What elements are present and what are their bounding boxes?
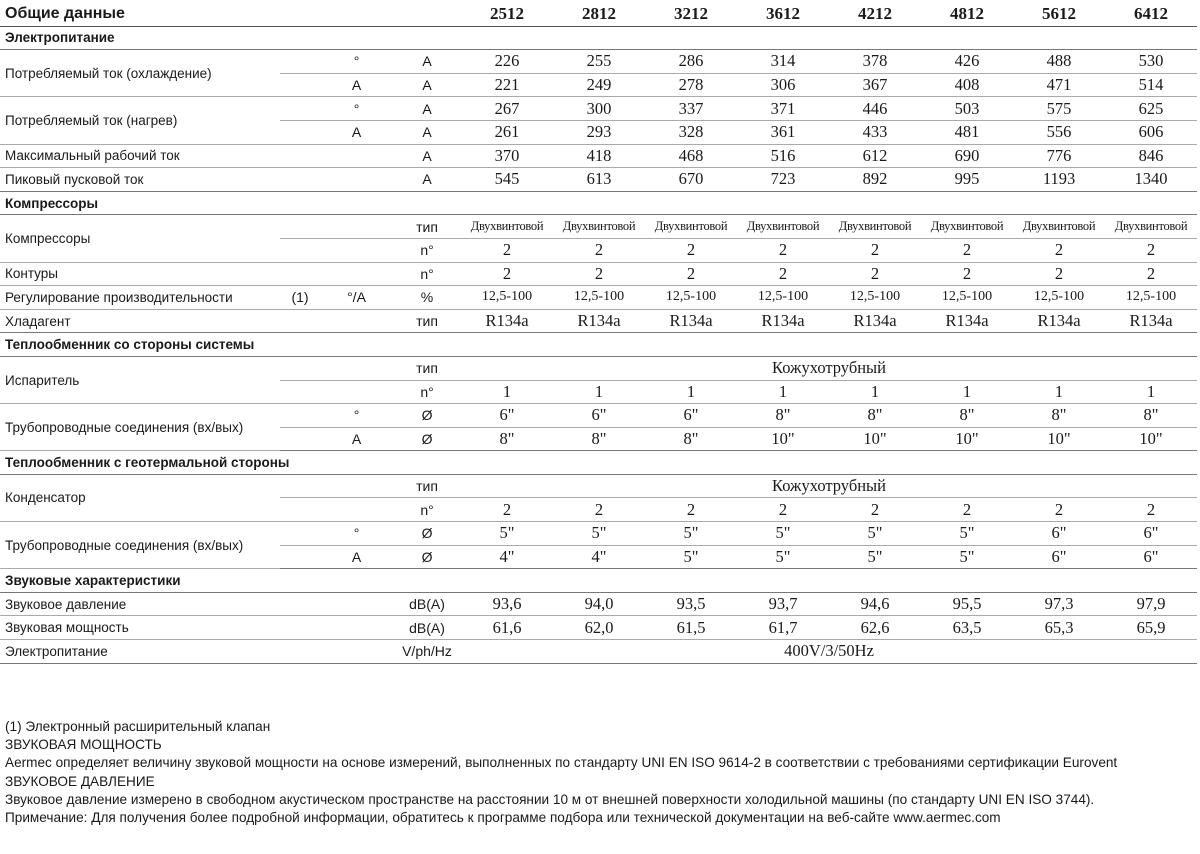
cell-value: 2 xyxy=(921,238,1013,262)
cell-value: 8" xyxy=(1105,404,1197,428)
cell-value: 2 xyxy=(829,238,921,262)
cell-value: 94,6 xyxy=(829,592,921,616)
cell-value: 2 xyxy=(1105,262,1197,286)
cell-value: 261 xyxy=(461,120,553,144)
cell-value: 1 xyxy=(737,380,829,404)
mode-mark: A xyxy=(320,427,393,451)
cell-value: 2 xyxy=(461,238,553,262)
section-title: Теплообменник со стороны системы xyxy=(0,333,1197,357)
cell-value: Двухвинтовой xyxy=(553,215,645,239)
mode-mark: A xyxy=(320,120,393,144)
model-header: 4212 xyxy=(829,3,921,26)
cell-value: 2 xyxy=(645,498,737,522)
section-header xyxy=(0,191,1197,215)
section-title: Звуковые характеристики xyxy=(0,569,1197,593)
row-label: Компрессоры xyxy=(0,215,280,262)
cell-value: 12,5-100 xyxy=(1105,286,1197,310)
section-header xyxy=(0,451,1197,475)
cell-value: 2 xyxy=(829,262,921,286)
cell-value: 2 xyxy=(645,262,737,286)
note-heading: ЗВУКОВОЕ ДАВЛЕНИЕ xyxy=(5,773,155,789)
unit: V/ph/Hz xyxy=(393,640,461,664)
cell-value: 670 xyxy=(645,168,737,192)
section-header xyxy=(0,569,1197,593)
cell-value: 293 xyxy=(553,120,645,144)
table-row xyxy=(0,262,1197,286)
cell-value: 255 xyxy=(553,50,645,74)
cell-value: 2 xyxy=(1013,498,1105,522)
cell-value: 468 xyxy=(645,144,737,168)
cell-value: 5" xyxy=(461,522,553,546)
cell-value: 6" xyxy=(1105,522,1197,546)
cell-value: Двухвинтовой xyxy=(1105,215,1197,239)
row-label: Контуры xyxy=(0,262,280,286)
cell-value: 8" xyxy=(1013,404,1105,428)
cell-value: 10" xyxy=(921,427,1013,451)
unit: Ø xyxy=(393,522,461,546)
section-header xyxy=(0,333,1197,357)
cell-value: 5" xyxy=(645,545,737,569)
unit: Ø xyxy=(393,545,461,569)
cell-value: 408 xyxy=(921,73,1013,97)
cell-value: 12,5-100 xyxy=(921,286,1013,310)
cell-value: R134a xyxy=(829,309,921,333)
cell-value: 488 xyxy=(1013,50,1105,74)
unit: dB(A) xyxy=(393,592,461,616)
cell-value: 328 xyxy=(645,120,737,144)
cell-value: R134a xyxy=(921,309,1013,333)
cell-value: 61,7 xyxy=(737,616,829,640)
cell-value: 2 xyxy=(737,238,829,262)
cell-value: 12,5-100 xyxy=(645,286,737,310)
cell-value: 12,5-100 xyxy=(829,286,921,310)
cell-value: 4" xyxy=(461,545,553,569)
cell-value: 846 xyxy=(1105,144,1197,168)
row-label: Максимальный рабочий ток xyxy=(0,144,280,168)
cell-value: 514 xyxy=(1105,73,1197,97)
note-paragraph: Звуковое давление измерено в свободном акустическом пространстве на расстоянии 10 м от внешней поверхности холодильной машины (по стандарту UNI EN ISO 3744). xyxy=(5,791,1095,807)
cell-value: 300 xyxy=(553,97,645,121)
cell-value: 1 xyxy=(921,380,1013,404)
cell-value: 62,0 xyxy=(553,616,645,640)
cell-value: 613 xyxy=(553,168,645,192)
cell-value: Двухвинтовой xyxy=(737,215,829,239)
cell-value: 5" xyxy=(829,545,921,569)
cell-value: R134a xyxy=(1105,309,1197,333)
cell-value: 5" xyxy=(829,522,921,546)
cell-value: 2 xyxy=(737,498,829,522)
table-row xyxy=(0,640,1197,664)
cell-value: R134a xyxy=(1013,309,1105,333)
model-header: 4812 xyxy=(921,3,1013,26)
cell-value: 2 xyxy=(829,498,921,522)
cell-value: 2 xyxy=(1013,262,1105,286)
cell-value: 367 xyxy=(829,73,921,97)
cell-value: Двухвинтовой xyxy=(829,215,921,239)
cell-value: 2 xyxy=(921,498,1013,522)
cell-value: Двухвинтовой xyxy=(645,215,737,239)
cell-value: 306 xyxy=(737,73,829,97)
cell-value: 361 xyxy=(737,120,829,144)
model-header: 6412 xyxy=(1105,3,1197,26)
cell-value: 2 xyxy=(461,498,553,522)
footnote-ref: (1) xyxy=(280,286,320,310)
cell-value: 426 xyxy=(921,50,1013,74)
cell-value: 6" xyxy=(1013,522,1105,546)
cell-value: 63,5 xyxy=(921,616,1013,640)
cell-value: 625 xyxy=(1105,97,1197,121)
cell-value: 65,9 xyxy=(1105,616,1197,640)
row-label: Конденсатор xyxy=(0,474,280,521)
cell-value: 8" xyxy=(461,427,553,451)
cell-value: 5" xyxy=(737,545,829,569)
cell-value: 723 xyxy=(737,168,829,192)
cell-value: 2 xyxy=(553,262,645,286)
table-row xyxy=(0,97,1197,121)
cell-value: 97,3 xyxy=(1013,592,1105,616)
cell-value: Двухвинтовой xyxy=(461,215,553,239)
cell-value: 481 xyxy=(921,120,1013,144)
unit: A xyxy=(393,73,461,97)
cell-value: 8" xyxy=(737,404,829,428)
table-row xyxy=(0,616,1197,640)
cell-value: 370 xyxy=(461,144,553,168)
note-paragraph: Aermec определяет величину звуковой мощности на основе измерений, выполненных по стандарту UNI EN ISO 9614-2 в соответствии с требованиями сертификации Eurovent xyxy=(5,755,1118,771)
cell-value: 5" xyxy=(553,522,645,546)
cell-value: 12,5-100 xyxy=(737,286,829,310)
cell-value: 6" xyxy=(645,404,737,428)
row-label: Регулирование производительности xyxy=(0,286,280,310)
cell-value: 65,3 xyxy=(1013,616,1105,640)
table-row xyxy=(0,286,1197,310)
unit: A xyxy=(393,50,461,74)
unit: n° xyxy=(393,262,461,286)
cell-value: Двухвинтовой xyxy=(921,215,1013,239)
cell-value: 1 xyxy=(645,380,737,404)
cell-value: 2 xyxy=(921,262,1013,286)
cell-value: 5" xyxy=(737,522,829,546)
table-row xyxy=(0,404,1197,428)
row-label: Хладагент xyxy=(0,309,280,333)
unit: % xyxy=(393,286,461,310)
mode-mark: ° xyxy=(320,404,393,428)
cell-value: R134a xyxy=(737,309,829,333)
cell-value: 1 xyxy=(1105,380,1197,404)
row-label: Потребляемый ток (нагрев) xyxy=(0,97,280,144)
row-label: Звуковое давление xyxy=(0,592,280,616)
cell-value: 93,6 xyxy=(461,592,553,616)
table-row xyxy=(0,168,1197,192)
cell-value: 93,5 xyxy=(645,592,737,616)
cell-value: 5" xyxy=(921,522,1013,546)
row-label: Трубопроводные соединения (вх/вых) xyxy=(0,404,280,451)
mode-mark: °/A xyxy=(320,286,393,310)
row-label: Электропитание xyxy=(0,640,280,664)
cell-value: 1 xyxy=(553,380,645,404)
note-heading: ЗВУКОВАЯ МОЩНОСТЬ xyxy=(5,737,162,753)
footnote: (1) Электронный расширительный клапан xyxy=(5,719,271,734)
cell-value: 61,6 xyxy=(461,616,553,640)
unit: n° xyxy=(393,498,461,522)
cell-value: 1340 xyxy=(1105,168,1197,192)
unit: n° xyxy=(393,380,461,404)
cell-value: 2 xyxy=(1105,238,1197,262)
cell-value: 4" xyxy=(553,545,645,569)
table-row xyxy=(0,474,1197,498)
cell-value: 278 xyxy=(645,73,737,97)
cell-value: 400V/3/50Hz xyxy=(461,640,1197,664)
unit: Ø xyxy=(393,404,461,428)
cell-value: 2 xyxy=(553,498,645,522)
cell-value: 776 xyxy=(1013,144,1105,168)
cell-value: Двухвинтовой xyxy=(1013,215,1105,239)
cell-value: 267 xyxy=(461,97,553,121)
cell-value: 612 xyxy=(829,144,921,168)
cell-value: 433 xyxy=(829,120,921,144)
unit: тип xyxy=(393,356,461,380)
mode-mark: ° xyxy=(320,50,393,74)
model-header: 3612 xyxy=(737,3,829,26)
unit: тип xyxy=(393,309,461,333)
model-header: 3212 xyxy=(645,3,737,26)
row-label: Испаритель xyxy=(0,356,280,403)
table-row xyxy=(0,144,1197,168)
cell-value: 61,5 xyxy=(645,616,737,640)
cell-value: 575 xyxy=(1013,97,1105,121)
footnotes xyxy=(5,718,1197,827)
cell-value: 2 xyxy=(1105,498,1197,522)
mode-mark: ° xyxy=(320,97,393,121)
section-header xyxy=(0,26,1197,50)
row-label: Потребляемый ток (охлаждение) xyxy=(0,50,280,97)
cell-value: 8" xyxy=(645,427,737,451)
unit: A xyxy=(393,97,461,121)
cell-value: 6" xyxy=(461,404,553,428)
row-label: Звуковая мощность xyxy=(0,616,280,640)
unit: тип xyxy=(393,474,461,498)
cell-value: 8" xyxy=(829,404,921,428)
cell-value: 1 xyxy=(1013,380,1105,404)
cell-value: 6" xyxy=(1105,545,1197,569)
model-header: 2812 xyxy=(553,3,645,26)
cell-value: 93,7 xyxy=(737,592,829,616)
cell-value: 10" xyxy=(737,427,829,451)
cell-value: 892 xyxy=(829,168,921,192)
cell-value: 378 xyxy=(829,50,921,74)
cell-value: 10" xyxy=(829,427,921,451)
cell-value: 8" xyxy=(921,404,1013,428)
cell-value: 12,5-100 xyxy=(461,286,553,310)
cell-value: 690 xyxy=(921,144,1013,168)
table-row xyxy=(0,50,1197,74)
cell-value: 10" xyxy=(1013,427,1105,451)
cell-value: R134a xyxy=(553,309,645,333)
unit: A xyxy=(393,120,461,144)
cell-value: 337 xyxy=(645,97,737,121)
cell-value: 8" xyxy=(553,427,645,451)
mode-mark: A xyxy=(320,73,393,97)
cell-value: 995 xyxy=(921,168,1013,192)
cell-value: 226 xyxy=(461,50,553,74)
row-label: Пиковый пусковой ток xyxy=(0,168,280,192)
mode-mark: A xyxy=(320,545,393,569)
table-title: Общие данные xyxy=(0,3,461,26)
cell-value: 516 xyxy=(737,144,829,168)
table-row xyxy=(0,356,1197,380)
table-row xyxy=(0,215,1197,239)
section-title: Электропитание xyxy=(0,26,1197,50)
cell-value: 97,9 xyxy=(1105,592,1197,616)
cell-value: 12,5-100 xyxy=(553,286,645,310)
cell-value: 286 xyxy=(645,50,737,74)
model-header: 2512 xyxy=(461,3,553,26)
cell-value: 556 xyxy=(1013,120,1105,144)
cell-value: 249 xyxy=(553,73,645,97)
cell-value: 1193 xyxy=(1013,168,1105,192)
cell-value: 94,0 xyxy=(553,592,645,616)
cell-value: 221 xyxy=(461,73,553,97)
cell-value: 2 xyxy=(553,238,645,262)
cell-value: 5" xyxy=(645,522,737,546)
unit: A xyxy=(393,144,461,168)
cell-value: 62,6 xyxy=(829,616,921,640)
cell-value: 6" xyxy=(553,404,645,428)
table-row xyxy=(0,592,1197,616)
cell-value: 2 xyxy=(461,262,553,286)
cell-value: 606 xyxy=(1105,120,1197,144)
table-row xyxy=(0,309,1197,333)
mode-mark: ° xyxy=(320,522,393,546)
note-paragraph: Примечание: Для получения более подробной информации, обратитесь к программе подбора или технической документации на веб-сайте www.aermec.com xyxy=(5,810,1001,826)
table-row xyxy=(0,522,1197,546)
cell-value: 6" xyxy=(1013,545,1105,569)
cell-value: 530 xyxy=(1105,50,1197,74)
cell-value: 371 xyxy=(737,97,829,121)
cell-value: 10" xyxy=(1105,427,1197,451)
unit: A xyxy=(393,168,461,192)
cell-value: 1 xyxy=(461,380,553,404)
section-title: Компрессоры xyxy=(0,191,1197,215)
cell-value: 1 xyxy=(829,380,921,404)
cell-value: 314 xyxy=(737,50,829,74)
cell-value: 5" xyxy=(921,545,1013,569)
unit: Ø xyxy=(393,427,461,451)
cell-value: 503 xyxy=(921,97,1013,121)
cell-value: 2 xyxy=(1013,238,1105,262)
unit: тип xyxy=(393,215,461,239)
header-row xyxy=(0,3,1197,26)
section-title: Теплообменник с геотермальной стороны xyxy=(0,451,1197,475)
model-header: 5612 xyxy=(1013,3,1105,26)
cell-value: 2 xyxy=(737,262,829,286)
row-label: Трубопроводные соединения (вх/вых) xyxy=(0,522,280,569)
cell-value: R134a xyxy=(645,309,737,333)
unit: dB(A) xyxy=(393,616,461,640)
spec-table xyxy=(0,3,1197,664)
cell-value: 446 xyxy=(829,97,921,121)
cell-value: 2 xyxy=(645,238,737,262)
cell-value: 12,5-100 xyxy=(1013,286,1105,310)
cell-value: R134a xyxy=(461,309,553,333)
cell-value: 418 xyxy=(553,144,645,168)
unit: n° xyxy=(393,238,461,262)
cell-value: 545 xyxy=(461,168,553,192)
cell-value: Кожухотрубный xyxy=(461,356,1197,380)
cell-value: 471 xyxy=(1013,73,1105,97)
cell-value: 95,5 xyxy=(921,592,1013,616)
cell-value: Кожухотрубный xyxy=(461,474,1197,498)
